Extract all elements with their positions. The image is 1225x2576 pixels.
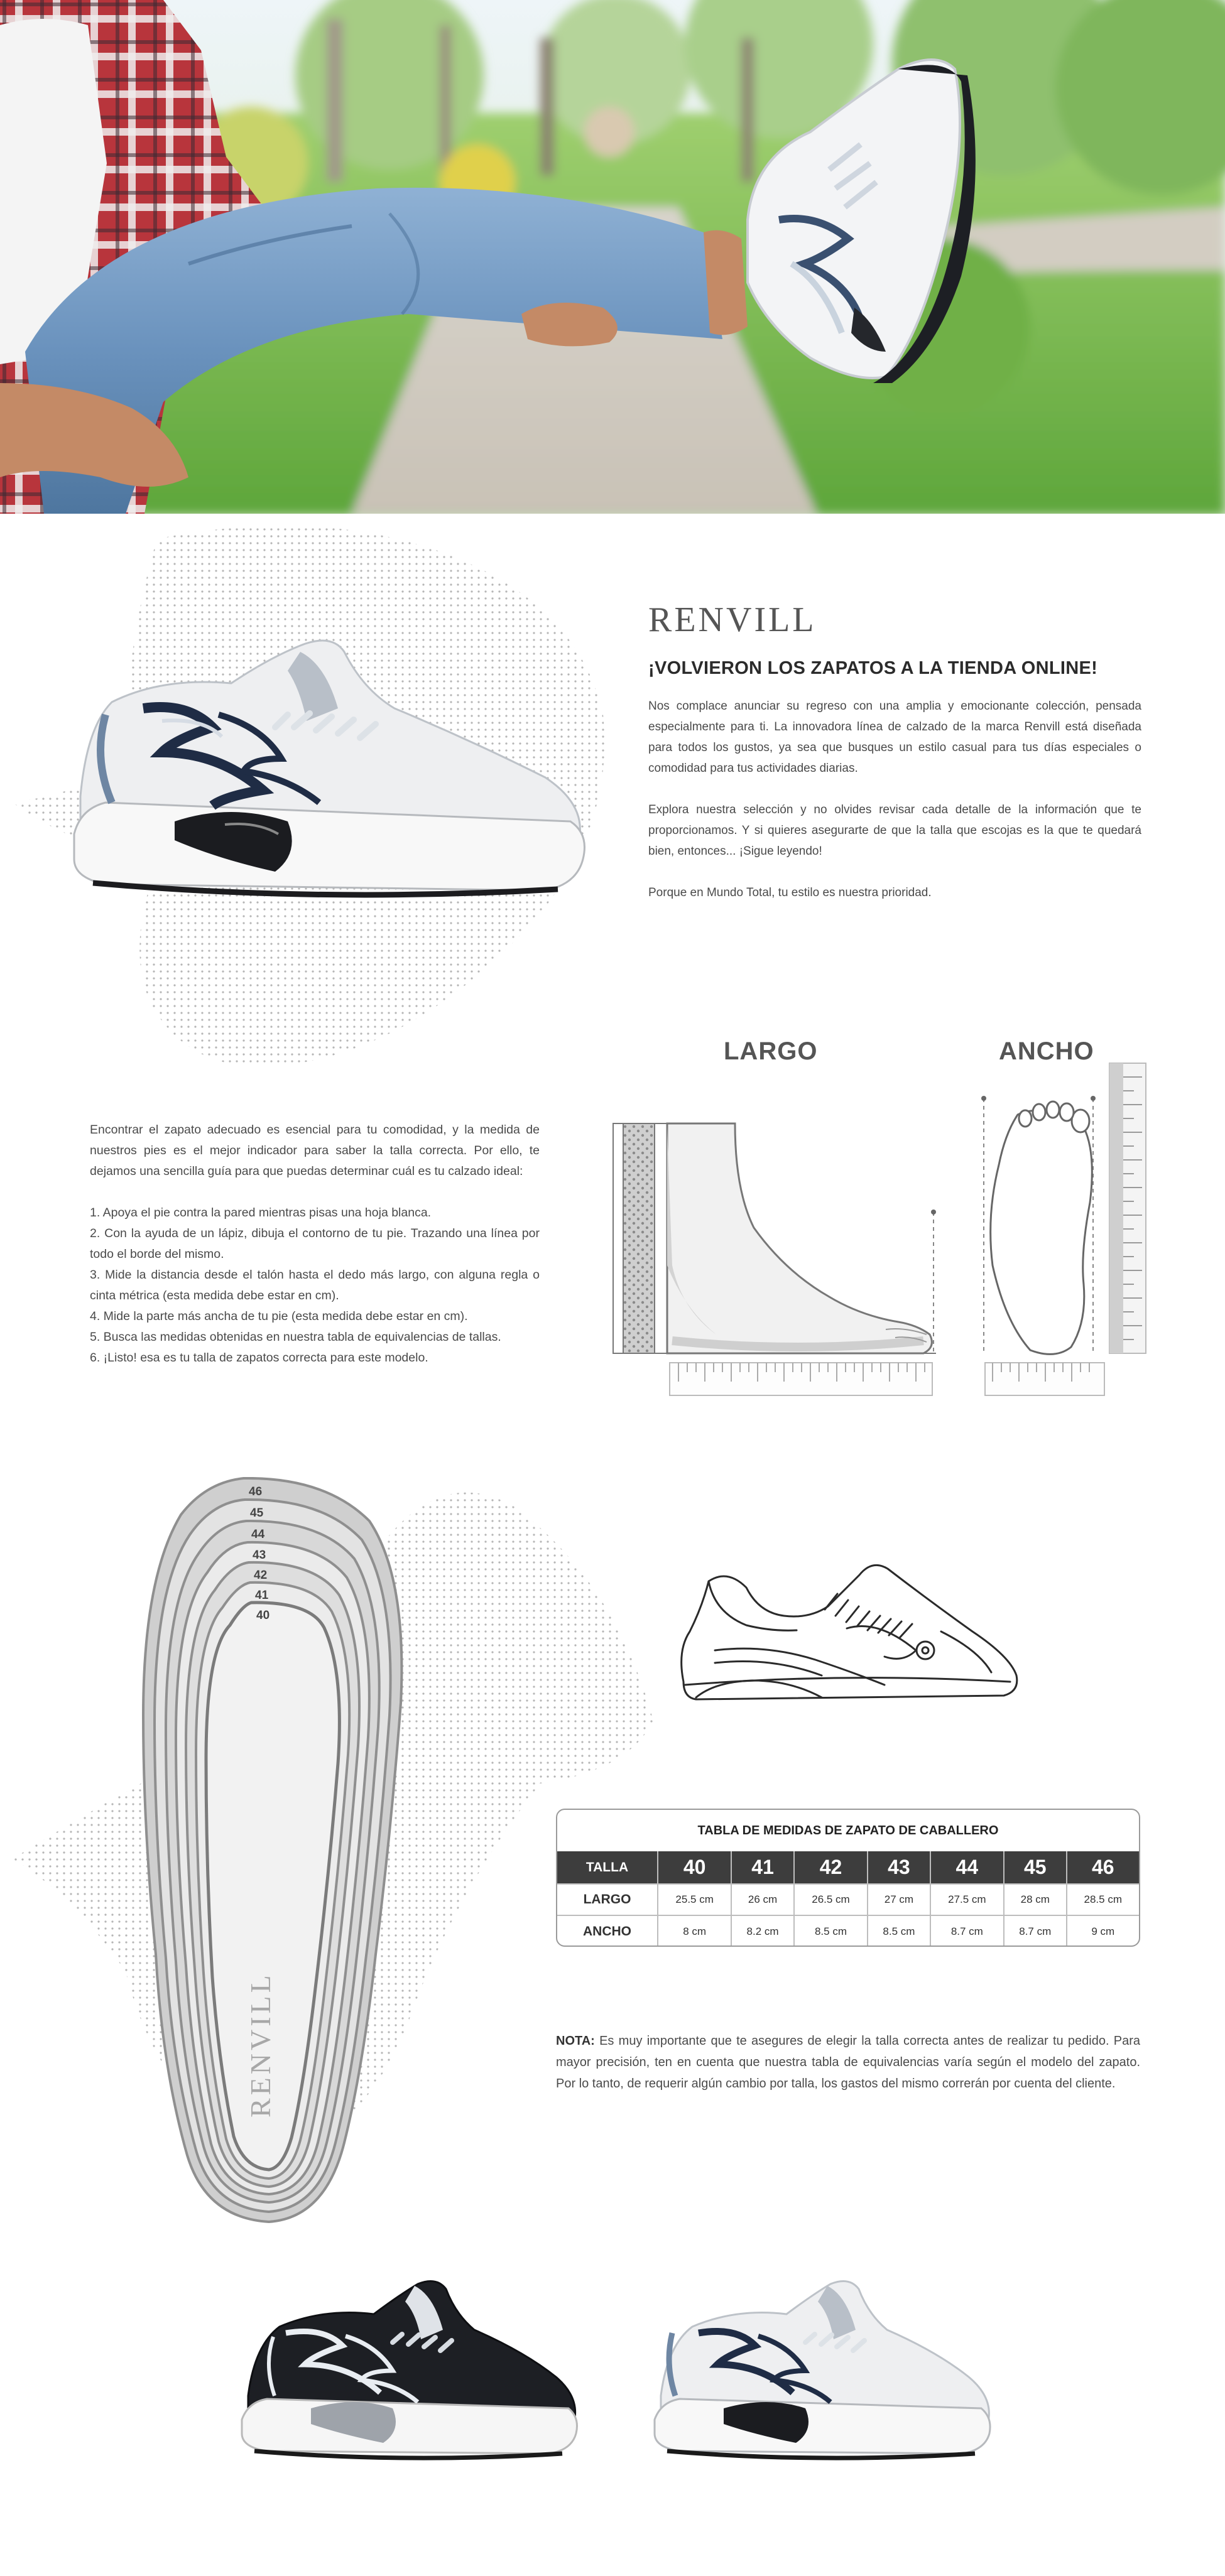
table-cell: 28 cm (1004, 1884, 1067, 1915)
size-table-header-row (557, 1851, 1139, 1884)
insole-size-graphic (137, 1477, 413, 2224)
table-cell: 8.2 cm (731, 1915, 794, 1947)
table-cell: 8 cm (658, 1915, 731, 1947)
size-table-title: TABLA DE MEDIDAS DE ZAPATO DE CABALLERO (697, 1824, 999, 1837)
guide-intro: Encontrar el zapato adecuado es esencial para tu comodidad, y la medida de nuestros pies es el mejor indicador para saber la talla correcta. Por ello, te dejamos una sencilla guía para que puedas determinar cuál es tu calzado ideal: (90, 1123, 540, 1178)
note-paragraph (556, 2030, 1140, 2094)
note-label: NOTA: (556, 2034, 595, 2048)
size-header-cell: 46 (1067, 1851, 1139, 1884)
table-cell: 8.7 cm (1004, 1915, 1067, 1947)
size-table-grid (557, 1851, 1139, 1947)
insole-brand: RENVILL (244, 1972, 276, 2118)
table-cell: 8.7 cm (930, 1915, 1004, 1947)
insole-size-45: 45 (250, 1507, 264, 1520)
ancho-title: ANCHO (999, 1037, 1094, 1065)
size-header-cell: 40 (658, 1851, 731, 1884)
guide-step: 6. ¡Listo! esa es tu talla de zapatos correcta para este modelo. (90, 1351, 428, 1365)
hero-photo (0, 0, 1225, 514)
table-cell: 28.5 cm (1067, 1884, 1139, 1915)
guide-steps (90, 1203, 540, 1368)
table-cell: 9 cm (1067, 1915, 1139, 1947)
hero-illustration (0, 0, 1225, 514)
guide-step: 5. Busca las medidas obtenidas en nuestra tabla de equivalencias de tallas. (90, 1330, 501, 1344)
shoe-white-angle-view (647, 2276, 1002, 2465)
size-header-cell: 42 (794, 1851, 868, 1884)
insole-size-43: 43 (253, 1549, 266, 1562)
intro-paragraph: Porque en Mundo Total, tu estilo es nuestra prioridad. (648, 886, 932, 899)
guide-step: 3. Mide la distancia desde el talón hasta el dedo más largo, con alguna regla o cinta métrica (esta medida debe estar en cm). (90, 1268, 540, 1302)
foot-measure-diagram (609, 1058, 1150, 1397)
size-header-cell: 43 (868, 1851, 930, 1884)
table-row (557, 1915, 1139, 1947)
table-cell: 27.5 cm (930, 1884, 1004, 1915)
size-header-label: TALLA (557, 1851, 658, 1884)
shoe-white-side-view (68, 633, 589, 907)
guide-step: 2. Con la ayuda de un lápiz, dibuja el contorno de tu pie. Trazando una línea por todo el borde del mismo. (90, 1226, 540, 1261)
table-cell: 26 cm (731, 1884, 794, 1915)
largo-title: LARGO (724, 1037, 818, 1065)
table-cell: 26.5 cm (794, 1884, 868, 1915)
size-header-cell: 41 (731, 1851, 794, 1884)
insole-size-46: 46 (249, 1485, 263, 1498)
insole-size-42: 42 (254, 1569, 268, 1582)
page-headline: ¡VOLVIERON LOS ZAPATOS A LA TIENDA ONLINE! (648, 658, 1098, 678)
size-header-cell: 45 (1004, 1851, 1067, 1884)
size-table (556, 1809, 1140, 1947)
measuring-guide (90, 1120, 540, 1368)
guide-step: 1. Apoya el pie contra la pared mientras pisas una hoja blanca. (90, 1206, 432, 1220)
brand-wordmark: RENVILL (648, 600, 817, 639)
table-cell: 27 cm (868, 1884, 930, 1915)
intro-paragraph: Explora nuestra selección y no olvides revisar cada detalle de la información que te proporcionamos. Y si quieres asegurarte de que la talla que escojas es la que te quedará bien, entonces... ¡Sigue leyendo! (648, 803, 1141, 858)
row-label: LARGO (557, 1884, 658, 1915)
insole-size-44: 44 (251, 1528, 265, 1541)
intro-paragraph: Nos complace anunciar su regreso con una amplia y emocionante colección, pensada especialmente para ti. La innovadora línea de calzado de la marca Renvill está diseñada para todos los gustos, ya sea que busques un estilo casual para tus días especiales o comodidad para tus actividades diarias. (648, 700, 1141, 775)
table-cell: 8.5 cm (794, 1915, 868, 1947)
table-cell: 25.5 cm (658, 1884, 731, 1915)
shoe-black-side-view (236, 2276, 581, 2465)
table-row (557, 1884, 1139, 1915)
shoe-line-art-icon (677, 1556, 1020, 1707)
intro-text (648, 696, 1141, 924)
size-header-cell: 44 (930, 1851, 1004, 1884)
row-label: ANCHO (557, 1915, 658, 1947)
insole-size-41: 41 (255, 1589, 269, 1602)
insole-size-40: 40 (256, 1609, 270, 1622)
note-text: Es muy importante que te asegures de elegir la talla correcta antes de realizar tu pedido. Para mayor precisión, ten en cuenta que nuestra tabla de equivalencias varía según el modelo del zapato. Por lo tanto, de requerir algún cambio por talla, los gastos del mismo correrán por cuenta del cliente. (556, 2034, 1140, 2091)
guide-step: 4. Mide la parte más ancha de tu pie (esta medida debe estar en cm). (90, 1309, 468, 1323)
table-cell: 8.5 cm (868, 1915, 930, 1947)
